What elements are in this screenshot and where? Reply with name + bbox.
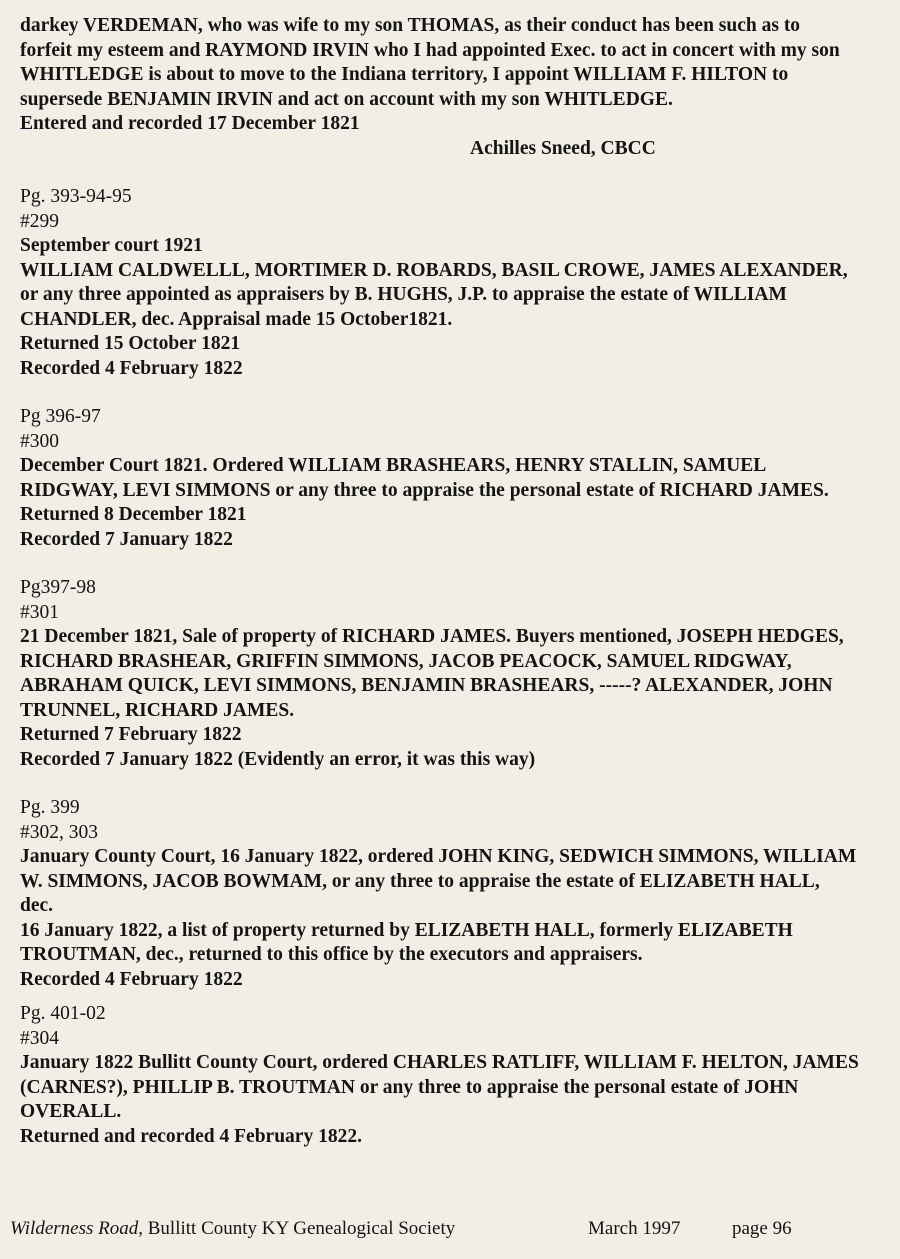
entry-number: #299: [20, 210, 59, 232]
entry-line: Recorded 7 January 1822: [20, 528, 233, 550]
entry-line: Returned 7 February 1822: [20, 724, 242, 745]
intro-line: WHITLEDGE is about to move to the Indiana territory, I appoint WILLIAM F. HILTON to: [20, 64, 789, 85]
entry-line: RIDGWAY, LEVI SIMMONS or any three to appraise the personal estate of RICHARD JAMES.: [20, 479, 829, 501]
entry-line: 16 January 1822, a list of property returned by ELIZABETH HALL, formerly ELIZABETH: [20, 919, 793, 941]
entry-line: dec.: [20, 895, 54, 916]
intro-recorded: Entered and recorded 17 December 1821: [20, 113, 360, 134]
entry-line: ABRAHAM QUICK, LEVI SIMMONS, BENJAMIN BRASHEARS, -----? ALEXANDER, JOHN: [20, 675, 833, 696]
entry-301: [20, 576, 890, 772]
page-reference: Pg. 393-94-95: [20, 186, 132, 207]
entry-number: #304: [20, 1027, 59, 1049]
issue-date: March 1997: [588, 1218, 681, 1239]
intro-line: forfeit my esteem and RAYMOND IRVIN who I had appointed Exec. to act in concert with my son: [20, 39, 840, 61]
entry-line: Recorded 4 February 1822: [20, 968, 243, 990]
page-footer: [10, 1218, 890, 1240]
entry-line: TRUNNEL, RICHARD JAMES.: [20, 699, 295, 721]
page-number: page 96: [732, 1218, 792, 1239]
entry-line: WILLIAM CALDWELLL, MORTIMER D. ROBARDS, BASIL CROWE, JAMES ALEXANDER,: [20, 259, 848, 281]
publication-title: Wilderness Road: [10, 1218, 139, 1239]
entry-line: or any three appointed as appraisers by B. HUGHS, J.P. to appraise the estate of WILLIAM: [20, 284, 787, 305]
entry-line: W. SIMMONS, JACOB BOWMAM, or any three to appraise the estate of ELIZABETH HALL,: [20, 870, 820, 892]
page-content: [20, 14, 890, 1149]
entry-line: OVERALL.: [20, 1101, 122, 1122]
intro-line: supersede BENJAMIN IRVIN and act on account with my son WHITLEDGE.: [20, 88, 673, 110]
entry-line: Returned 8 December 1821: [20, 504, 247, 525]
entry-line: Returned and recorded 4 February 1822.: [20, 1125, 362, 1147]
page-reference: Pg. 399: [20, 797, 80, 818]
entry-line: (CARNES?), PHILLIP B. TROUTMAN or any three to appraise the personal estate of JOHN: [20, 1076, 799, 1098]
entry-line: January 1822 Bullitt County Court, ordered CHARLES RATLIFF, WILLIAM F. HELTON, JAMES: [20, 1052, 859, 1073]
intro-block: [20, 14, 890, 161]
entry-304: [20, 1002, 890, 1149]
entry-line: Returned 15 October 1821: [20, 333, 241, 354]
intro-line: darkey VERDEMAN, who was wife to my son THOMAS, as their conduct has been such as to: [20, 15, 801, 36]
entry-299: [20, 185, 890, 381]
entry-number: #301: [20, 601, 59, 623]
entry-number: #300: [20, 430, 59, 452]
entry-line: September court 1921: [20, 235, 203, 256]
page-reference: Pg. 401-02: [20, 1003, 106, 1024]
entry-line: 21 December 1821, Sale of property of RICHARD JAMES. Buyers mentioned, JOSEPH HEDGES,: [20, 626, 844, 647]
entry-line: December Court 1821. Ordered WILLIAM BRASHEARS, HENRY STALLIN, SAMUEL: [20, 455, 767, 476]
society-name: , Bullitt County KY Genealogical Society: [138, 1218, 456, 1239]
entry-300: [20, 405, 890, 552]
entry-line: Recorded 4 February 1822: [20, 357, 243, 379]
entry-line: TROUTMAN, dec., returned to this office by the executors and appraisers.: [20, 944, 643, 965]
entry-302-303: [20, 796, 890, 992]
signature: Achilles Sneed, CBCC: [470, 137, 656, 159]
entry-number: #302, 303: [20, 821, 98, 843]
page-reference: Pg 396-97: [20, 406, 101, 427]
page-reference: Pg397-98: [20, 577, 96, 598]
entry-line: January County Court, 16 January 1822, ordered JOHN KING, SEDWICH SIMMONS, WILLIAM: [20, 846, 857, 867]
entry-line: Recorded 7 January 1822 (Evidently an error, it was this way): [20, 748, 536, 770]
entry-line: CHANDLER, dec. Appraisal made 15 October1821.: [20, 308, 453, 330]
entry-line: RICHARD BRASHEAR, GRIFFIN SIMMONS, JACOB PEACOCK, SAMUEL RIDGWAY,: [20, 650, 792, 672]
